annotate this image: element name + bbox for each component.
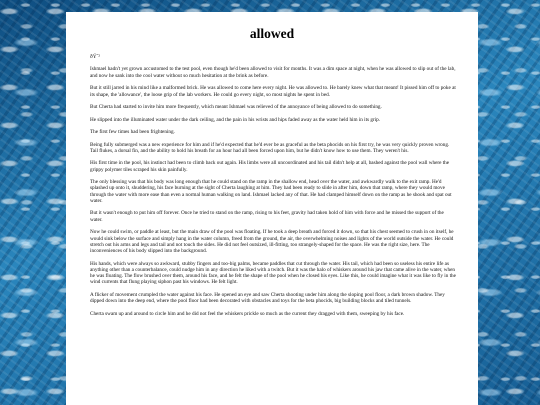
paragraph: Being fully submerged was a new experience for him and if he'd expected that he'd ever be as graceful as the beta phocids on his first try, he was very quickly proven wrong. Tail flukes, a dorsal fin, and the ability to hold his breath for an hour had all been forced upon him, but he didn't know how to use them. They weren't his. <box>90 141 450 154</box>
paragraph: But it still jarred in his mind like a malformed brick. He was allowed to come here every night. He was allowed to. He barely knew what that meant! It pissed him off to poke at its shape, the 'allowance', the loose grip of the lab workers. He could go every night, so most nights he spent in bed. <box>90 85 456 98</box>
paragraph: But Cherta had started to invite him more frequently, which meant Ishmael was relieved of the annoyance of being allowed to do something. <box>90 104 382 111</box>
paragraph: A flicker of movement crumpled the water against his face. He opened an eye and saw Cherta shooting under him along the sloping pool floor, a dark brown shadow. They dipped down into the deep end, where the pool floor had been decorated with obstacles and toys for the beta phocids, big building blocks and tiled tunnels. <box>90 291 445 305</box>
document-page <box>66 12 478 405</box>
paragraph: The only blessing was that his body was long enough that he could stand on the ramp in the shallow end, head over the water, and awkwardly walk to the exit ramp. He'd splashed up onto it, shuddering, his face burning at the sight of Cherta laughing at him. They had been ready to slide in after him, down that ramp, where they would move through the water with more ease than even a normal human walking on land. Ishmael lacked any of that. He had clamped himself down on the ramp as he shook and spat out water. <box>90 179 452 204</box>
paragraph: His first time in the pool, his instinct had been to climb back out again. His limbs were all uncoordinated and his tail didn't help at all, bashed against the pool wall where the grippy polymer tiles scraped his skin painfully. <box>90 160 450 173</box>
paragraph: He slipped into the illuminated water under the dark ceiling, and the pain in his wrists and hips faded away as the water held him in its grip. <box>90 116 380 123</box>
paragraph: Ishmael hadn't yet grown accustomed to the test pool, even though he'd been allowed to visit for months. It was a dim space at night, when he was allowed to slip out of the lab, and now he sank into the cool water without so much hesitation at the brink as before. <box>90 66 456 79</box>
paragraph: Now he could swim, or paddle at least, but the main draw of the pool was floating. If he took a deep breath and forced it down, so that his chest seemed to crush in on itself, he would sink below the surface and simply hang in the water column, freed from the ground, the air, the overwhelming noises and lights of the world outside the water. He could stretch out his arms and legs and tail and not touch the sides. He did not feel outsized, ill-fitting, too strangely-shaped for the space. He was the right size, here. The inconveniences of his body slipped into the background. <box>90 229 454 255</box>
page-title: allowed <box>249 26 295 41</box>
paragraph: The first few times had been frightening. <box>90 129 175 136</box>
paragraph: But it wasn't enough to put him off forever. Once he tried to stand on the ramp, rising to his feet, gravity had taken hold of him with force and he missed the support of the water. <box>90 210 444 223</box>
paragraph: Cherta swam up and around to circle him and he did not feel the whiskers prickle so much as the current they dragged with them, sweeping by his face. <box>90 310 405 317</box>
paragraph: His hands, which were always so awkward, stubby fingers and too-big palms, became paddles that cut through the water. His tail, which had been so useless his entire life as anything other than a counterbalance, could nudge him in any direction he liked with a twitch. But it was the halo of whiskers around his jaw that came alive in the water, when he was floating. The flow brushed over them, around his face, and he felt the shape of the pool when he closed his eyes. Like this, he could imagine what it was like to fly in the wind currents that flung playing siphon past his windows. He felt light. <box>90 260 456 286</box>
document-body <box>66 54 478 317</box>
emoji-marker: ðŸ˜² <box>90 54 100 60</box>
